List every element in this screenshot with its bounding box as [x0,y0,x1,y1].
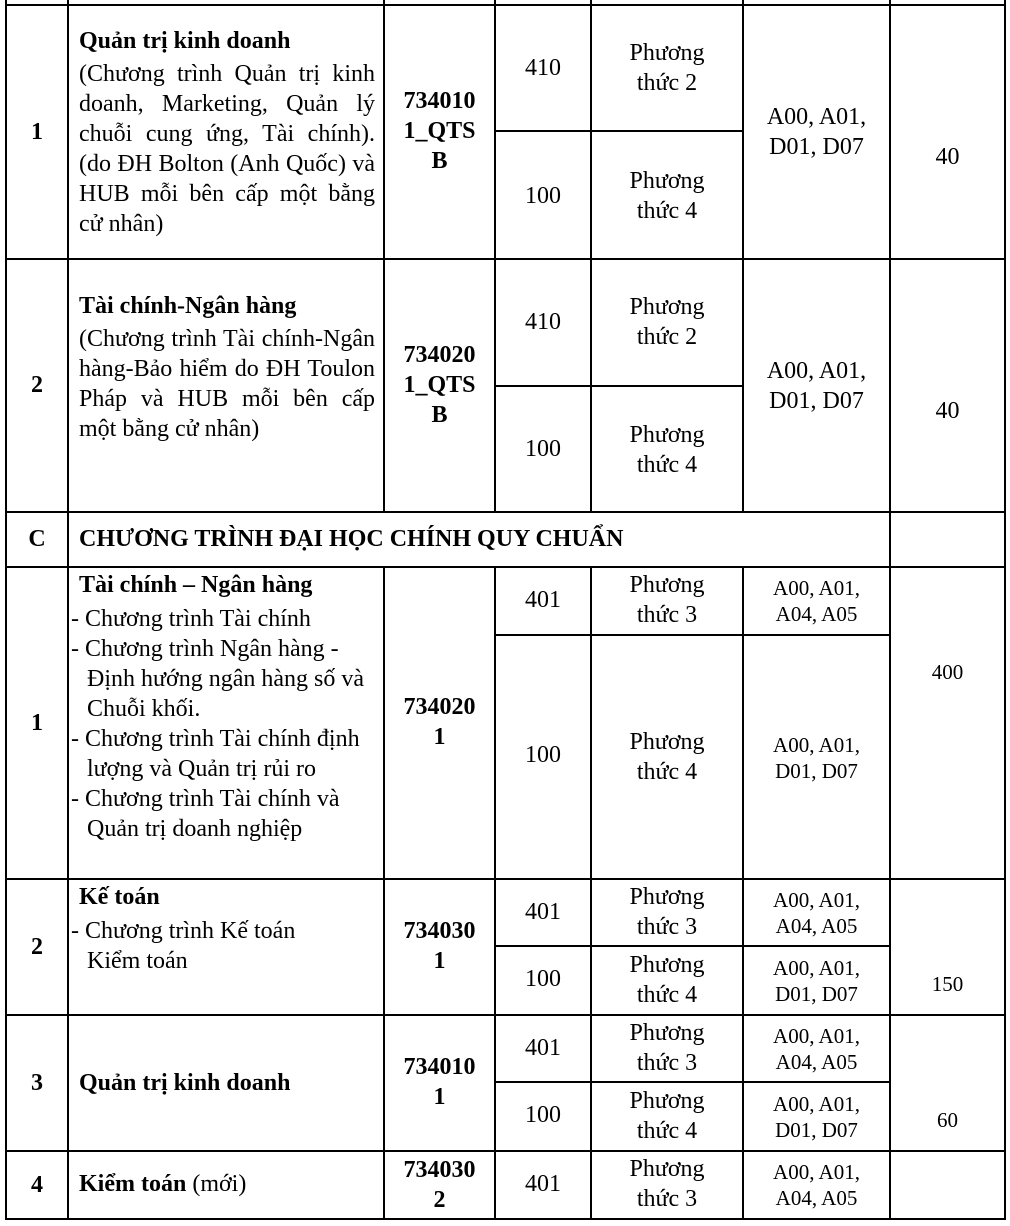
program-title-wrap [79,1169,246,1199]
method-line: Phương [629,168,705,194]
combo-line: A00, A01, [766,104,867,130]
admission-code: 100 [525,742,561,768]
combo-line: A04, A05 [775,602,858,626]
admission-code: 100 [525,1102,561,1128]
subject-combos [744,1159,889,1211]
program-code [385,1052,494,1112]
method-line: thức 4 [636,982,698,1008]
row-index: 2 [31,372,43,398]
admission-code: 401 [525,899,561,925]
method-line: thức 3 [636,1186,698,1212]
method-line: Phương [629,1088,705,1114]
code-line: B [431,148,448,174]
subject-combos [744,102,889,162]
code-line: 734020 [403,342,476,368]
method-label [592,38,742,98]
method-line: thức 4 [636,1118,698,1144]
program-code [385,340,494,430]
combo-line: D01, D07 [775,759,858,783]
method-label [592,292,742,352]
quota: 150 [931,972,964,996]
method-line: Phương [629,1156,705,1182]
method-line: Phương [629,729,705,755]
combo-line: A00, A01, [773,888,860,912]
method-line: Phương [629,294,705,320]
combo-line: A00, A01, [773,956,860,980]
code-line: 1 [433,724,446,750]
admission-code: 401 [525,1035,561,1061]
code-line: 2 [433,1187,446,1213]
method-label [592,950,742,1010]
row-index: 3 [31,1069,43,1096]
method-line: thức 2 [636,70,698,96]
admission-code: 100 [525,183,561,209]
program-list-item: - Chương trình Kế toán Kiểm toán [71,918,296,974]
code-line: 1_QTS [403,372,476,398]
combo-line: A00, A01, [773,576,860,600]
row-index: 1 [31,709,43,736]
method-line: thức 4 [636,198,698,224]
program-code [385,692,494,752]
method-line: thức 3 [636,602,698,628]
admission-code: 100 [525,966,561,992]
code-line: 734030 [403,918,476,944]
program-description: (Chương trình Quản trị kinh doanh, Marketing, Quản lý chuỗi cung ứng, Tài chính).(do ĐH Bolton (Anh Quốc) và HUB mỗi bên cấp một bằng cử nhân) [79,61,375,237]
program-title: Tài chính-Ngân hàng [79,293,297,319]
subject-combos [744,732,889,784]
program-list-item: - Chương trình Tài chính và Quản trị doanh nghiệp [71,786,340,842]
combo-line: A04, A05 [775,1050,858,1074]
combo-line: A00, A01, [773,1024,860,1048]
subject-combos [744,887,889,939]
combo-line: A00, A01, [773,1160,860,1184]
code-line: 734010 [403,88,476,114]
method-line: Phương [629,952,705,978]
method-line: Phương [629,40,705,66]
admission-code: 100 [525,436,561,462]
method-line: Phương [629,884,705,910]
combo-line: D01, D07 [769,388,864,414]
code-line: 734010 [403,1054,476,1080]
row-index: 2 [31,933,43,960]
method-line: thức 3 [636,914,698,940]
quota: 60 [937,1108,958,1132]
method-label [592,166,742,226]
admission-code: 410 [525,309,561,335]
subject-combos [744,1091,889,1143]
quota: 400 [931,660,964,684]
method-line: Phương [629,1020,705,1046]
subject-combos [744,1023,889,1075]
method-label [592,1018,742,1078]
quota: 40 [935,398,960,424]
admission-code: 401 [525,1171,561,1197]
program-list [71,604,371,844]
program-list-item: - Chương trình Ngân hàng - Định hướng ngân hàng số và Chuỗi khối. [71,636,364,722]
subject-combos [744,955,889,1007]
program-title: Tài chính – Ngân hàng [79,572,313,598]
combo-line: A04, A05 [775,1186,858,1210]
code-line: 1 [433,948,446,974]
method-label [592,570,742,630]
method-label [592,1154,742,1214]
quota [891,1170,1004,1198]
method-line: Phương [629,422,705,448]
program-title: Kế toán [79,884,160,910]
program-list [71,916,331,976]
program-title-suffix: (mới) [192,1171,247,1197]
combo-line: D01, D07 [775,1118,858,1142]
method-label [592,1086,742,1146]
program-title: Quản trị kinh doanh [79,1070,291,1096]
subject-combos [744,575,889,627]
combo-line: A00, A01, [773,1092,860,1116]
program-description: (Chương trình Tài chính-Ngân hàng-Bảo hiểm do ĐH Toulon Pháp và HUB mỗi bên cấp một bằng cử nhân) [79,326,375,442]
code-line: 734020 [403,694,476,720]
row-index: 4 [31,1171,43,1198]
method-label [592,727,742,787]
method-line: Phương [629,572,705,598]
method-label [592,882,742,942]
program-code [385,1155,494,1215]
code-line: 734030 [403,1157,476,1183]
row-index: 1 [31,118,43,145]
combo-line: D01, D07 [769,134,864,160]
section-letter: C [28,526,46,552]
program-list-item: - Chương trình Tài chính [71,606,311,632]
program-code [385,916,494,976]
code-line: 1 [433,1084,446,1110]
program-list-item: - Chương trình Tài chính định lượng và Quản trị rủi ro [71,726,360,782]
combo-line: A00, A01, [773,733,860,757]
method-line: thức 4 [636,452,698,478]
method-line: thức 2 [636,324,698,350]
quota: 40 [935,144,960,170]
program-title: Kiểm toán [79,1171,187,1197]
combo-line: D01, D07 [775,982,858,1006]
combo-line: A00, A01, [766,358,867,384]
program-title: Quản trị kinh doanh [79,28,291,54]
code-line: 1_QTS [403,118,476,144]
method-label [592,420,742,480]
section-title: CHƯƠNG TRÌNH ĐẠI HỌC CHÍNH QUY CHUẨN [79,526,624,552]
method-line: thức 3 [636,1050,698,1076]
admission-code: 410 [525,55,561,81]
code-line: B [431,402,448,428]
program-code [385,86,494,176]
admission-code: 401 [525,587,561,613]
subject-combos [744,356,889,416]
method-line: thức 4 [636,759,698,785]
combo-line: A04, A05 [775,914,858,938]
